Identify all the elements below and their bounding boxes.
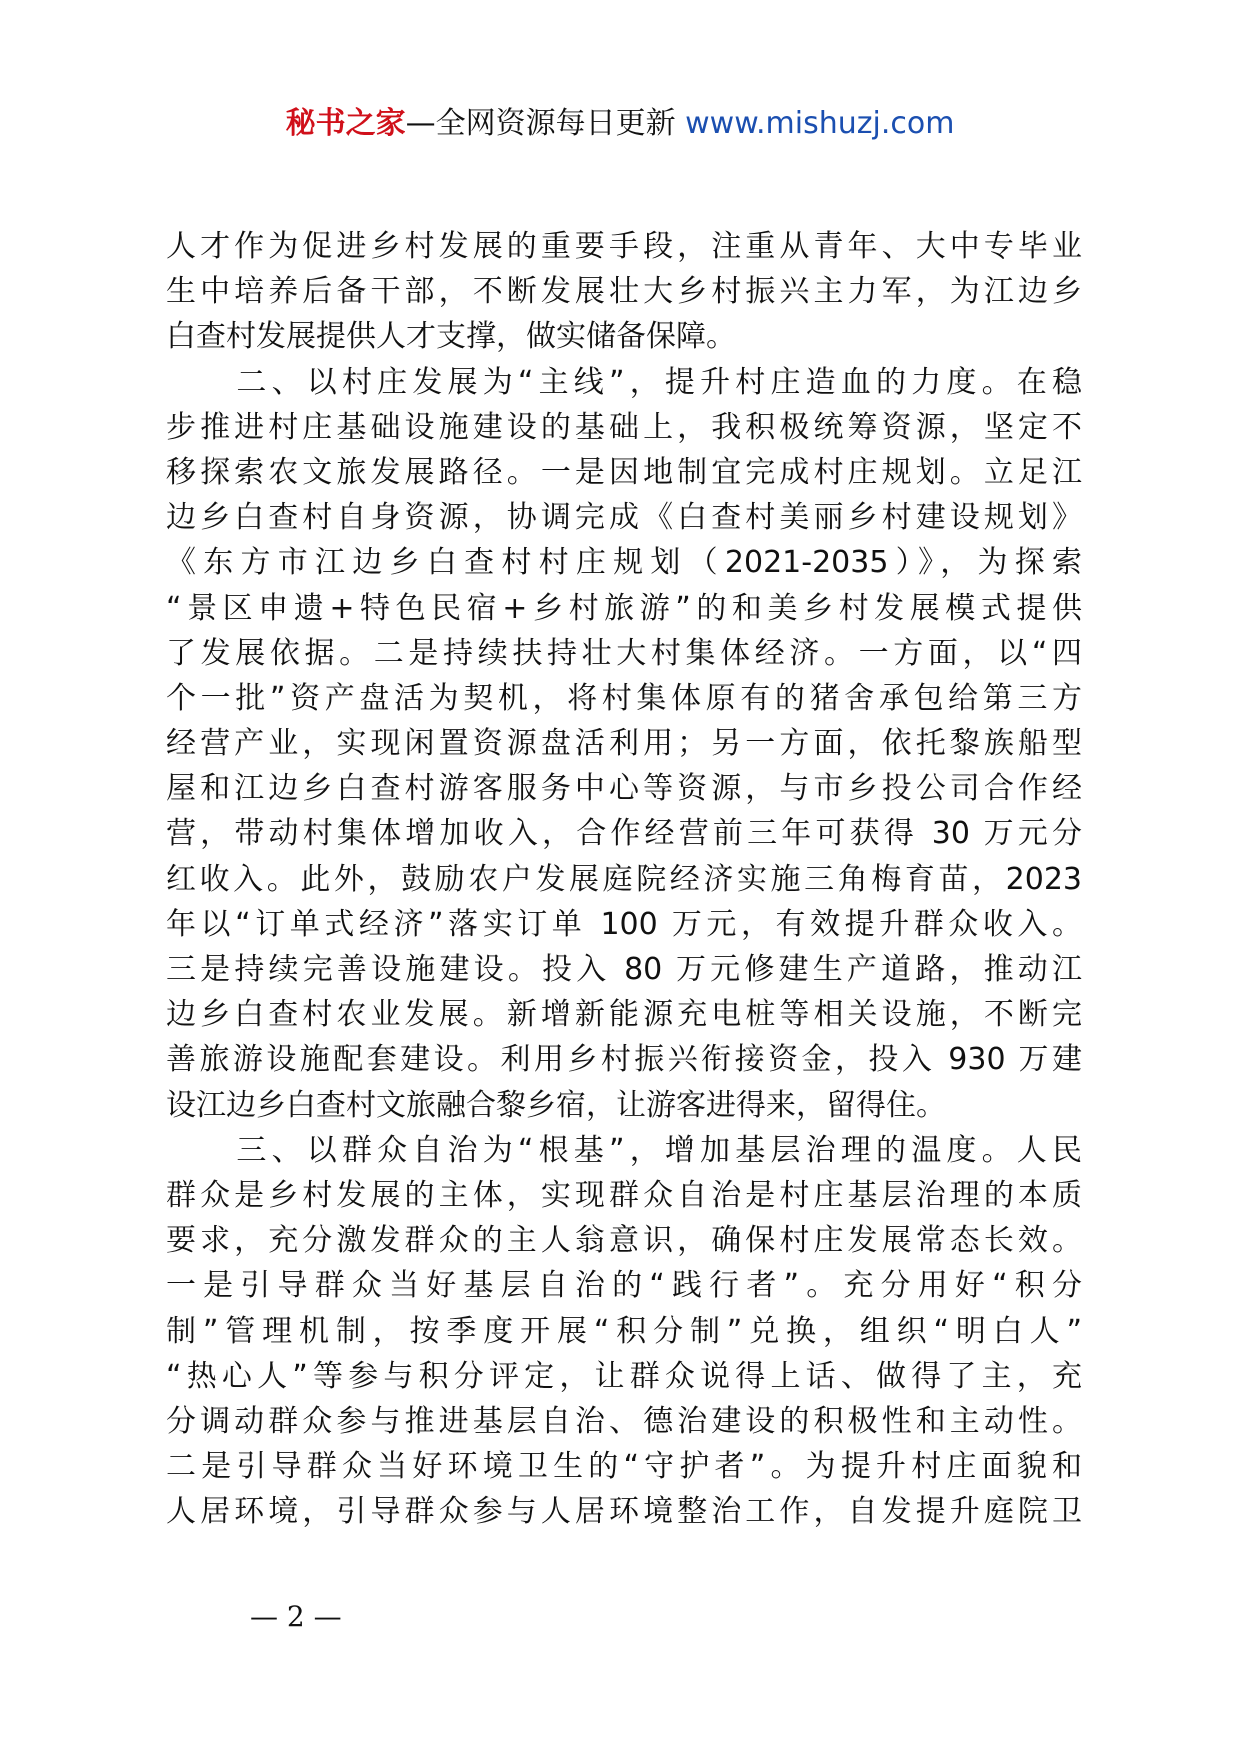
text-line: 二是引导群众当好环境卫生的“守护者”。为提升村庄面貌和 xyxy=(166,1449,1082,1485)
text-line: 屋和江边乡白查村游客服务中心等资源，与市乡投公司合作经 xyxy=(166,771,1082,807)
text-line: 三是持续完善设施建设。投入 80 万元修建生产道路，推动江 xyxy=(166,952,1082,987)
brand-name: 秘书之家 xyxy=(285,106,406,141)
text-line: 白查村发展提供人才支撑，做实储备保障。 xyxy=(166,319,736,355)
text-line: “景区申遗+特色民宿+乡村旅游”的和美乡村发展模式提供 xyxy=(166,590,1082,626)
text-line: 红收入。此外，鼓励农户发展庭院经济实施三角梅育苗，2023 xyxy=(166,861,1082,897)
text-line: 分调动群众参与推进基层自治、德治建设的积极性和主动性。 xyxy=(166,1403,1082,1439)
text-line: 要求，充分激发群众的主人翁意识，确保村庄发展常态长效。 xyxy=(166,1223,1082,1259)
text-line: 人才作为促进乡村发展的重要手段，注重从青年、大中专毕业 xyxy=(166,229,1082,264)
text-line: 善旅游设施配套建设。利用乡村振兴衔接资金，投入 930 万建 xyxy=(166,1042,1082,1078)
text-line: 一是引导群众当好基层自治的“践行者”。充分用好“积分 xyxy=(166,1268,1082,1304)
text-line: 边乡白查村农业发展。新增新能源充电桩等相关设施，不断完 xyxy=(166,997,1082,1033)
site-header xyxy=(0,104,1240,144)
text-line: “热心人”等参与积分评定，让群众说得上话、做得了主，充 xyxy=(166,1358,1082,1394)
text-line: 边乡白查村自身资源，协调完成《白查村美丽乡村建设规划》 xyxy=(166,500,1082,536)
site-url[interactable]: www.mishuzj.com xyxy=(685,106,955,141)
text-line: 人居环境，引导群众参与人居环境整治工作，自发提升庭院卫 xyxy=(166,1494,1082,1530)
text-line: 群众是乡村发展的主体，实现群众自治是村庄基层治理的本质 xyxy=(166,1177,1082,1213)
text-line: 《东方市江边乡白查村村庄规划（2021-2035）》，为探索 xyxy=(166,545,1082,581)
header-tagline: —全网资源每日更新 xyxy=(405,106,676,141)
text-line: 了发展依据。二是持续扶持壮大村集体经济。一方面，以“四 xyxy=(166,635,1082,671)
text-line: 二、以村庄发展为“主线”，提升村庄造血的力度。在稳 xyxy=(166,364,1082,400)
text-line: 移探索农文旅发展路径。一是因地制宜完成村庄规划。立足江 xyxy=(166,454,1082,490)
text-line: 年以“订单式经济”落实订单 100 万元，有效提升群众收入。 xyxy=(166,906,1082,942)
text-line: 制”管理机制，按季度开展“积分制”兑换，组织“明白人” xyxy=(166,1313,1082,1349)
text-line: 生中培养后备干部，不断发展壮大乡村振兴主力军，为江边乡 xyxy=(166,274,1082,310)
page-number: — 2 — xyxy=(250,1600,342,1633)
document-body xyxy=(166,224,1082,1534)
text-line: 设江边乡白查村文旅融合黎乡宿，让游客进得来，留得住。 xyxy=(166,1087,946,1123)
text-line: 个一批”资产盘活为契机，将村集体原有的猪舍承包给第三方 xyxy=(166,680,1082,716)
text-line: 三、以群众自治为“根基”，增加基层治理的温度。人民 xyxy=(166,1132,1082,1168)
text-line: 营，带动村集体增加收入，合作经营前三年可获得 30 万元分 xyxy=(166,816,1082,852)
text-line: 经营产业，实现闲置资源盘活利用；另一方面，依托黎族船型 xyxy=(166,726,1082,762)
text-line: 步推进村庄基础设施建设的基础上，我积极统筹资源，坚定不 xyxy=(166,409,1082,445)
